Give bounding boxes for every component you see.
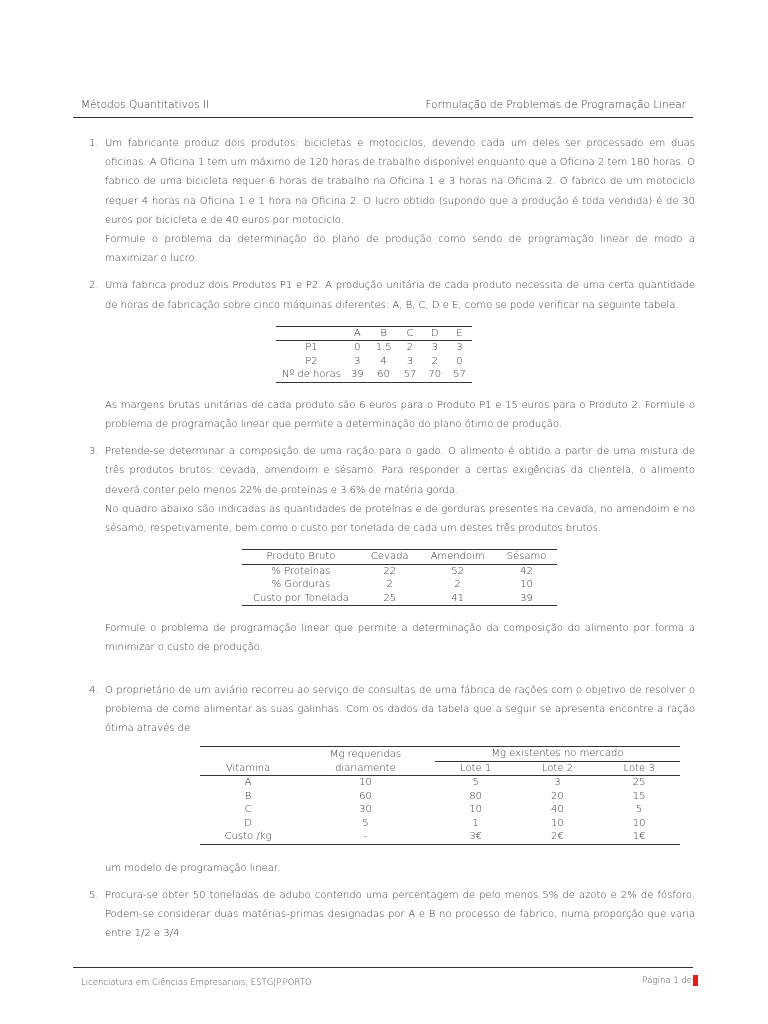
table-cell: 60 [377, 369, 391, 381]
table-cell: - [363, 831, 368, 843]
table-cell: E [447, 326, 472, 341]
page-number [643, 975, 698, 986]
table-cell: 52 [451, 565, 464, 577]
table-cell [200, 747, 296, 762]
table-row [200, 790, 680, 804]
footer-institution: Licenciatura em Ciências Empresariais, ESTG|P.PORTO [81, 978, 312, 988]
table-cell: 3€ [469, 831, 483, 843]
header-topic: Formulação de Problemas de Programação Linear [425, 99, 686, 111]
table-row [276, 355, 472, 369]
table-cell: 10 [520, 579, 533, 591]
table-row [200, 830, 680, 844]
machine-hours-table [276, 326, 472, 383]
table-row [200, 776, 680, 790]
table-cell: 25 [632, 777, 646, 789]
table-cell: A [345, 326, 370, 341]
table-cell: 3 [456, 342, 463, 354]
table-header-row [242, 550, 557, 565]
page-number-label: Página 1 de [642, 976, 692, 986]
table-cell: 5 [362, 817, 369, 829]
table-cell: diariamente [296, 761, 435, 776]
table-cell: 1.5 [375, 342, 392, 354]
table-cell: % Gorduras [271, 579, 331, 591]
problem-number: 5. [89, 889, 99, 901]
problem-4 [81, 681, 695, 878]
table-cell: Sésamo [496, 550, 558, 565]
table-cell: 1€ [632, 831, 646, 843]
table-cell: C [244, 804, 252, 816]
table-cell: 20 [551, 790, 564, 802]
document-body [81, 134, 695, 944]
page-total-marker [693, 975, 698, 986]
table-cell: Lote 3 [598, 761, 680, 776]
table-cell: 15 [632, 790, 646, 802]
table-cell: % Proteínas [271, 565, 331, 577]
table-header-row [276, 326, 472, 341]
table-cell: P1 [305, 342, 318, 354]
table-cell: 3 [431, 342, 438, 354]
table-cell: D [244, 817, 252, 829]
table-cell: 39 [520, 592, 533, 604]
table-header-row [200, 747, 680, 762]
table-cell: 22 [383, 565, 397, 577]
header-divider [73, 117, 693, 118]
table-cell: Lote 1 [435, 761, 517, 776]
problem-3 [81, 442, 695, 657]
table-cell: D [422, 326, 447, 341]
problem-text: As margens brutas unitárias de cada produto são 6 euros para o Produto P1 e 15 euros para o Produto 2. Formule o problema de programação linear que permite a determinação do plano ótimo de produção. [105, 399, 695, 431]
table-cell: C [398, 326, 423, 341]
table-cell: 3 [554, 777, 561, 789]
table-cell: 60 [359, 790, 372, 802]
problem-text: Procura-se obter 50 toneladas de adubo contendo uma percentagem de pelo menos 5% de azoto e 2% de fósforo. Podem-se considerar duas matérias-primas designadas por A e B no processo de fabrico, numa proporção que varia entre 1/2 e 3/4 [105, 889, 695, 940]
problem-text: O proprietário de um aviário recorreu ao serviço de consultas de uma fábrica de rações com o objetivo de resolver o problema de como alimentar as suas galinhas. Com os dados da tabela que a seguir se apresenta encontre a ração ótima através de [105, 684, 695, 735]
table-cell: P2 [305, 355, 318, 367]
table-cell: Produto Bruto [242, 550, 360, 565]
table-cell: 57 [403, 369, 417, 381]
table-cell [276, 326, 345, 341]
table-cell: 10 [469, 804, 483, 816]
table-cell: Custo por Tonelada [253, 592, 349, 604]
table-cell: A [244, 777, 252, 789]
table-cell: B [370, 326, 398, 341]
problem-text: Pretende-se determinar a composição de uma ração para o gado. O alimento é obtido a partir de uma mistura de três produtos brutos: cevada, amendoim e sésamo. Para responder a certas exigências da clientela, o alimento deverá conter pelo menos 22% de proteínas e 3.6% de matéria gorda. [105, 446, 695, 496]
table-row [200, 803, 680, 817]
page-header [81, 99, 686, 115]
table-cell: 39 [350, 369, 364, 381]
table-cell: 40 [551, 804, 564, 816]
vitamin-table [200, 746, 680, 845]
table-cell: Lote 2 [517, 761, 599, 776]
table-cell: 2 [454, 579, 461, 591]
table-cell: 4 [380, 355, 387, 367]
table-cell: Nº de horas [282, 369, 341, 381]
table-row [276, 341, 472, 355]
problem-text: Formule o problema da determinação do plano de produção como sendo de programação linear de modo a maximizar o lucro. [105, 234, 695, 265]
feed-composition-table [242, 549, 557, 606]
table-row [242, 578, 557, 592]
table-cell: B [244, 790, 252, 802]
table-row [242, 564, 557, 578]
table-cell: 30 [359, 804, 372, 816]
problem-text: Uma fabrica produz dois Produtos P1 e P2. A produção unitária de cada produto necessita de uma certa quantidade de horas de fabricação sobre cinco máquinas diferentes: A, B, C, D e E, como se pode verificar na seguinte tabela. [105, 280, 695, 311]
table-cell: 10 [632, 817, 646, 829]
problem-text: Formule o problema de programação linear que permite a determinação da composição do alimento por forma a minimizar o custo de produção. [105, 623, 695, 654]
table-cell: 2 [406, 342, 414, 354]
problem-1 [81, 134, 695, 268]
table-cell: 2€ [551, 831, 564, 843]
problem-number: 4. [89, 684, 99, 696]
table-cell: 25 [383, 592, 397, 604]
table-cell: 0 [456, 355, 463, 367]
table-cell: 70 [428, 369, 442, 381]
problem-text: No quadro abaixo são indicadas as quantidades de proteínas e de gorduras presentes na cevada, no amendoim e no sésamo, respetivamente, bem como o custo por tonelada de cada um destes três produtos brutos. [105, 503, 695, 535]
table-row [242, 592, 557, 606]
table-cell: 1 [472, 817, 479, 829]
table-cell: 5 [635, 804, 643, 816]
table-cell: 10 [551, 817, 564, 829]
table-cell: Mg requeridas [296, 747, 435, 762]
table-cell: Amendoim [420, 550, 496, 565]
problem-number: 3. [89, 446, 99, 458]
table-cell: Custo /kg [224, 831, 272, 843]
header-course: Métodos Quantitativos II [81, 99, 210, 111]
table-cell: 10 [359, 777, 372, 789]
table-cell: Cevada [360, 550, 420, 565]
table-cell: 57 [453, 369, 466, 381]
table-cell: 3 [406, 355, 414, 367]
problem-text: Um fabricante produz dois produtos: bicicletas e motociclos, devendo cada um deles ser processado em duas oficinas. A Oficina 1 tem um máximo de 120 horas de trabalho disponível enquanto que a Oficina 2 tem 180 horas. O fabrico de uma bicicleta requer 6 horas de trabalho na Oficina 1 e 3 horas na Oficina 2. O fabrico de um motociclo requer 4 horas na Oficina 1 e 1 hora na Oficina 2. O lucro obtido (supondo que a produção é toda vendida) é de 30 euros por bicicleta e de 40 euros por motociclo. [105, 138, 695, 226]
problem-2 [81, 276, 695, 434]
table-cell: 0 [354, 342, 361, 354]
problem-text: um modelo de programação linear. [105, 862, 281, 874]
table-cell: 3 [354, 355, 361, 367]
table-cell: Mg existentes no mercado [435, 747, 680, 762]
table-row [276, 368, 472, 382]
table-cell: Vitamina [200, 761, 296, 776]
table-row [200, 817, 680, 831]
table-cell: 42 [520, 565, 533, 577]
table-header-row [200, 761, 680, 776]
table-cell: 5 [472, 777, 479, 789]
table-cell: 2 [386, 579, 393, 591]
table-cell: 2 [431, 355, 438, 367]
problem-number: 1. [89, 138, 99, 149]
problem-number: 2. [89, 280, 99, 292]
table-cell: 41 [451, 592, 464, 604]
table-cell: 80 [469, 790, 483, 802]
problem-5 [81, 886, 695, 944]
footer-divider [73, 967, 693, 968]
